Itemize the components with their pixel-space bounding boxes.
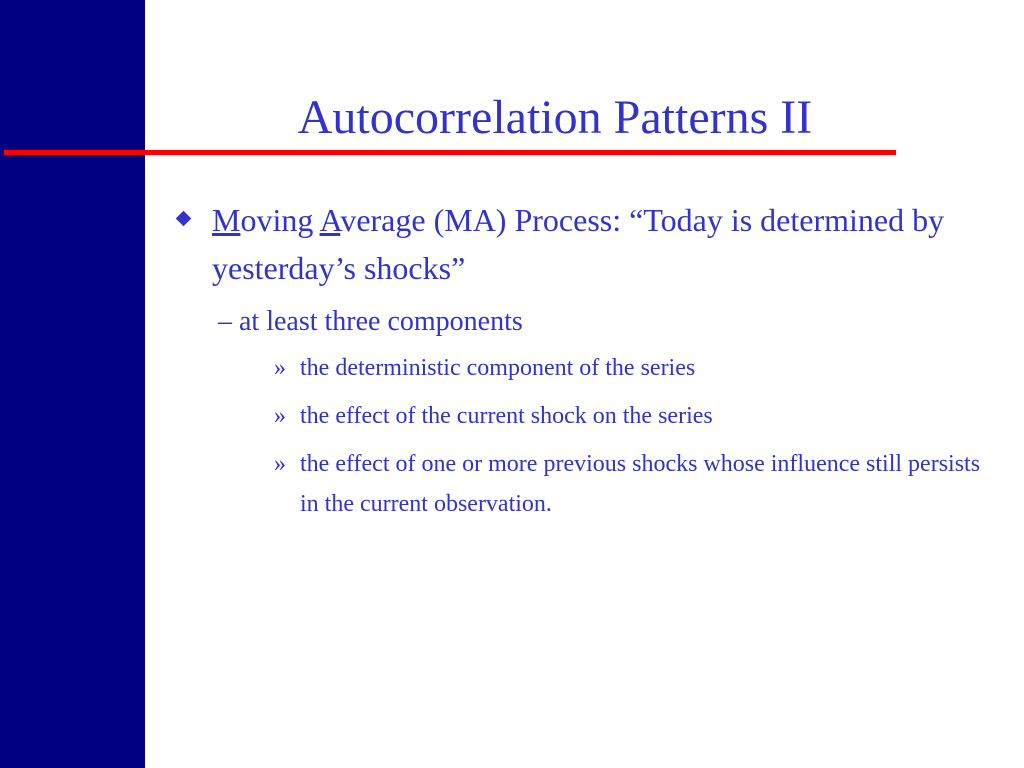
diamond-icon xyxy=(176,211,192,227)
list-item-text: the effect of one or more previous shocks whose influence still persists in the current observation. xyxy=(300,451,981,517)
list-item xyxy=(174,348,994,388)
raquo-marker: » xyxy=(274,403,286,429)
main-bullet xyxy=(174,196,994,292)
raquo-marker: » xyxy=(274,451,286,477)
sub-bullet-dash-marker: – xyxy=(218,306,232,337)
main-bullet-initial-m: M xyxy=(212,202,241,238)
list-item-text: the deterministic component of the series xyxy=(300,355,696,381)
main-bullet-initial-a: A xyxy=(319,202,341,238)
list-item-text: the effect of the current shock on the series xyxy=(300,403,713,429)
slide-title: Autocorrelation Patterns II xyxy=(297,91,813,144)
raquo-marker: » xyxy=(274,355,286,381)
sub-bullet xyxy=(174,300,994,344)
left-sidebar-bar xyxy=(0,0,145,768)
main-bullet-text-part1: oving xyxy=(240,202,320,238)
slide-body xyxy=(174,196,994,532)
list-item xyxy=(174,396,994,436)
sub-sub-bullet-list xyxy=(174,348,994,524)
sub-bullet-text: at least three components xyxy=(239,306,523,337)
title-underline-rule xyxy=(4,150,896,155)
main-bullet-text-part2: verage (MA) Process: “Today is determined by yesterday’s shocks” xyxy=(212,202,945,286)
list-item xyxy=(174,444,994,524)
